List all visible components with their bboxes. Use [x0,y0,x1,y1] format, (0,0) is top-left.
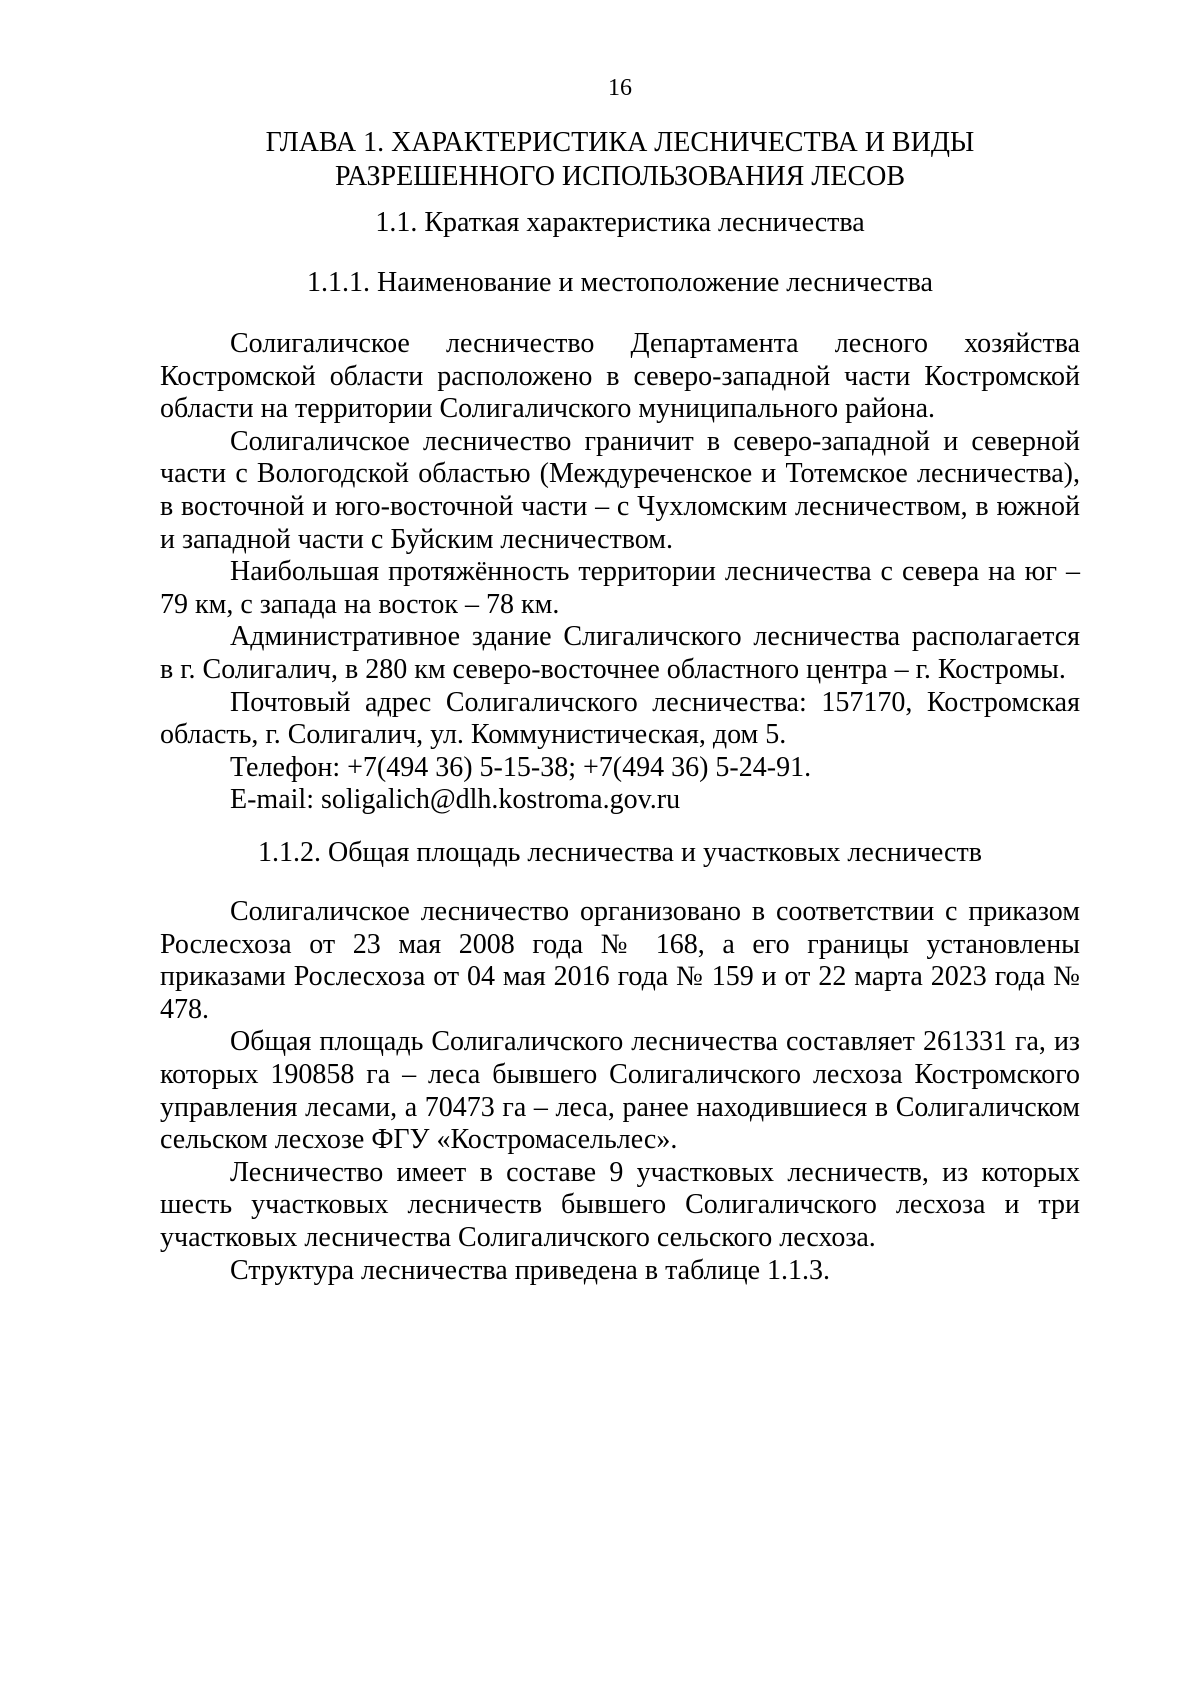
page-number: 16 [608,75,632,101]
paragraph: Лесничество имеет в составе 9 участковых лесничеств, из которых шесть участковых лесничеств бывшего Солигаличского лесхоза и три участковых лесничества Солигаличского сельского лесхоза. [160,1156,1080,1253]
chapter-title [160,126,1080,194]
section-1-1-1-body [160,328,1080,817]
section-1-1-2-body [160,896,1080,1287]
section-heading-1-1-1: 1.1.1. Наименование и местоположение лесничества [307,267,933,298]
paragraph-phone: Телефон: +7(494 36) 5-15-38; +7(494 36) 5-24-91. [230,751,812,783]
paragraph: Солигаличское лесничество граничит в северо-западной и северной части с Вологодской областью (Междуреченское и Тотемское лесничества), в восточной и юго-восточной части – с Чухломским лесничеством, в южной и западной части с Буйским лесничеством. [160,425,1080,555]
section-heading-1-1-2: 1.1.2. Общая площадь лесничества и участковых лесничеств [258,837,982,868]
section-heading-1-1: 1.1. Краткая характеристика лесничества [375,207,865,238]
paragraph: Солигаличское лесничество организовано в соответствии с приказом Рослесхоза от 23 мая 2008 года № 168, а его границы установлены приказами Рослесхоза от 04 мая 2016 года № 159 и от 22 марта 2023 года № 478. [160,896,1080,1025]
paragraph-email: E-mail: soligalich@dlh.kostroma.gov.ru [230,784,681,816]
paragraph: Общая площадь Солигаличского лесничества составляет 261331 га, из которых 190858 га – леса бывшего Солигаличского лесхоза Костромского управления лесами, а 70473 га – леса, ранее находившиеся в Солигаличском сельском лесхозе ФГУ «Костромасельлес». [160,1026,1080,1156]
chapter-title-line-2: РАЗРЕШЕННОГО ИСПОЛЬЗОВАНИЯ ЛЕСОВ [334,161,906,192]
paragraph: Солигаличское лесничество Департамента лесного хозяйства Костромской области расположено в северо-западной части Костромской области на территории Солигаличского муниципального района. [160,328,1080,425]
paragraph: Почтовый адрес Солигаличского лесничества: 157170, Костромская область, г. Солигалич, ул. Коммунистическая, дом 5. [160,686,1080,751]
paragraph: Административное здание Слигаличского лесничества располагается в г. Солигалич, в 280 км северо-восточнее областного центра – г. Костромы. [160,621,1080,685]
paragraph: Наибольшая протяжённость территории лесничества с севера на юг – 79 км, с запада на восток – 78 км. [160,556,1080,620]
chapter-title-line-1: ГЛАВА 1. ХАРАКТЕРИСТИКА ЛЕСНИЧЕСТВА И ВИДЫ [265,127,975,158]
paragraph: Структура лесничества приведена в таблице 1.1.3. [230,1254,831,1286]
